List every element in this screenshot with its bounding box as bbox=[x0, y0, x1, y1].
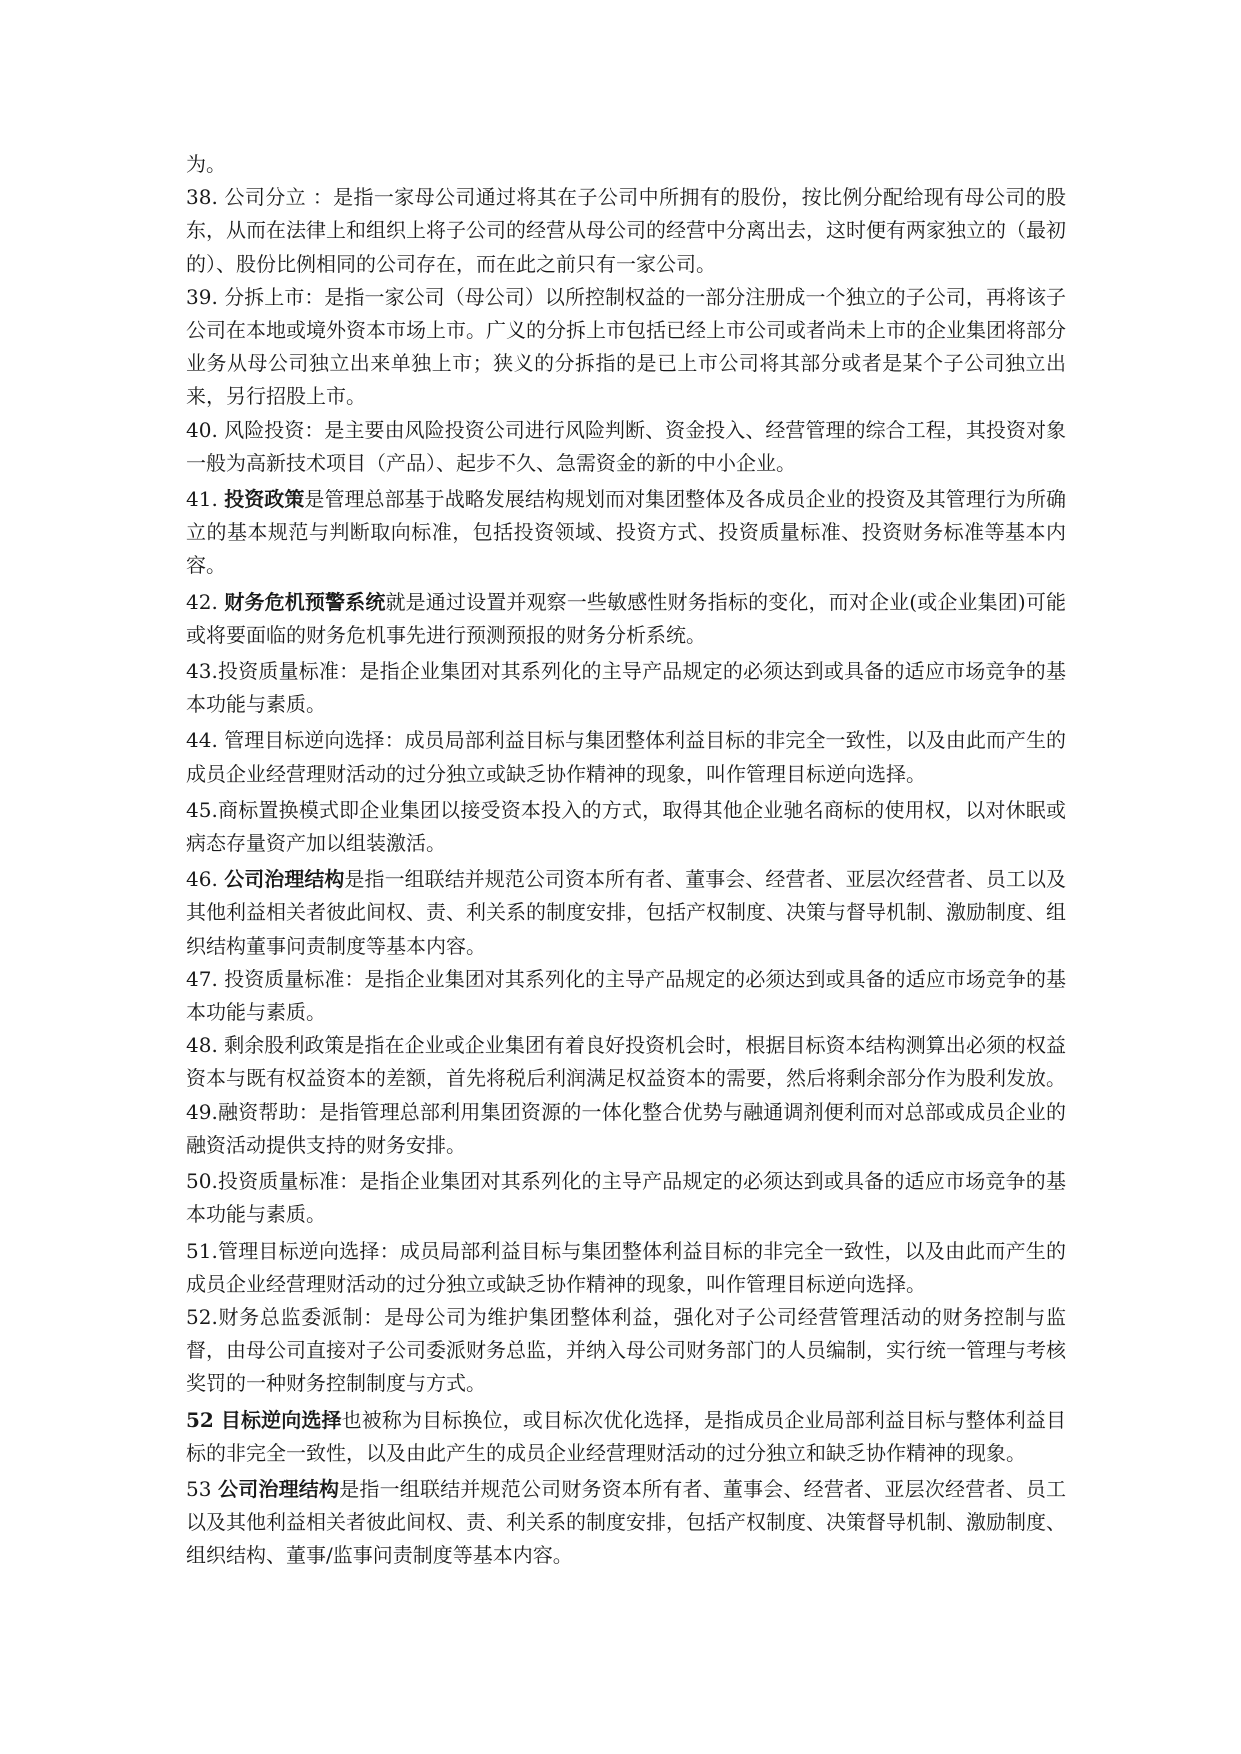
paragraph-44 bbox=[186, 724, 1066, 790]
item-number: 47. bbox=[186, 966, 225, 991]
item-number: 46. bbox=[186, 867, 225, 892]
paragraph-text: 为。 bbox=[186, 152, 226, 176]
paragraph-text: 是指一组联结并规范公司资本所有者、董事会、经营者、亚层次经营者、员工以及其他利益相关者彼此间权、责、利关系的制度安排，包括产权制度、决策与督导机制、激励制度、组织结构董事问责制度等基本内容。 bbox=[186, 867, 1067, 958]
item-number: 50. bbox=[186, 1169, 218, 1194]
paragraph-51 bbox=[186, 1235, 1066, 1301]
paragraph-text: 就是通过设置并观察一些敏感性财务指标的变化，而对企业(或企业集团)可能或将要面临的财务危机事先进行预测预报的财务分析系统。 bbox=[186, 589, 1067, 647]
paragraph-text: 投资质量标准：是指企业集团对其系列化的主导产品规定的必须达到或具备的适应市场竞争的基本功能与素质。 bbox=[186, 966, 1067, 1025]
paragraph-50 bbox=[186, 1165, 1066, 1231]
item-number: 53 bbox=[186, 1476, 219, 1501]
item-number: 48. bbox=[186, 1033, 225, 1058]
item-number: 41. bbox=[186, 487, 225, 512]
paragraph-text: 投资质量标准：是指企业集团对其系列化的主导产品规定的必须达到或具备的适应市场竞争的基本功能与素质。 bbox=[186, 1169, 1066, 1227]
paragraph-text: 是指一组联结并规范公司财务资本所有者、董事会、经营者、亚层次经营者、员工以及其他利益相关者彼此间权、责、利关系的制度安排，包括产权制度、决策督导机制、激励制度、组织结构、董事/监事问责制度等基本内容。 bbox=[186, 1476, 1067, 1568]
term-heading: 公司治理结构 bbox=[218, 1476, 340, 1501]
paragraph-text: 管理目标逆向选择：成员局部利益目标与集团整体利益目标的非完全一致性，以及由此而产生的成员企业经营理财活动的过分独立或缺乏协作精神的现象，叫作管理目标逆向选择。 bbox=[186, 1238, 1066, 1296]
item-number: 39. bbox=[186, 284, 225, 309]
item-number: 40. bbox=[186, 417, 225, 442]
paragraph-53 bbox=[186, 1473, 1066, 1573]
paragraph-47 bbox=[186, 963, 1066, 1029]
item-number: 45. bbox=[186, 797, 218, 822]
item-number: 51. bbox=[186, 1238, 218, 1263]
paragraph-41 bbox=[186, 483, 1066, 583]
paragraph-text: 也被称为目标换位，或目标次优化选择，是指成员企业局部利益目标与整体利益目标的非完全一致性，以及由此产生的成员企业经营理财活动的过分独立和缺乏协作精神的现象。 bbox=[186, 1407, 1067, 1465]
paragraph-43 bbox=[186, 655, 1066, 721]
term-heading: 投资政策 bbox=[224, 487, 305, 512]
paragraph-text: 财务总监委派制：是母公司为维护集团整体利益，强化对子公司经营管理活动的财务控制与监督，由母公司直接对子公司委派财务总监，并纳入母公司财务部门的人员编制，实行统一管理与考核奖罚的一种财务控制制度与方式。 bbox=[186, 1304, 1066, 1396]
item-number: 49. bbox=[186, 1099, 218, 1124]
term-heading: 财务危机预警系统 bbox=[224, 589, 386, 614]
paragraph-text: 风险投资：是主要由风险投资公司进行风险判断、资金投入、经营管理的综合工程，其投资对象一般为高新技术项目（产品）、起步不久、急需资金的新的中小企业。 bbox=[186, 417, 1067, 475]
paragraph-52 bbox=[186, 1301, 1066, 1401]
paragraph-42 bbox=[186, 586, 1066, 652]
paragraph-45 bbox=[186, 794, 1066, 860]
paragraph-text: 管理目标逆向选择：成员局部利益目标与集团整体利益目标的非完全一致性，以及由此而产生的成员企业经营理财活动的过分独立或缺乏协作精神的现象，叫作管理目标逆向选择。 bbox=[186, 728, 1067, 786]
paragraph-text: 分拆上市：是指一家公司（母公司）以所控制权益的一部分注册成一个独立的子公司，再将该子公司在本地或境外资本市场上市。广义的分拆上市包括已经上市公司或者尚未上市的企业集团将部分业务从母公司独立出来单独上市；狭义的分拆指的是已上市公司将其部分或者是某个子公司独立出来，另行招股上市。 bbox=[186, 284, 1067, 409]
item-number: 42. bbox=[186, 589, 225, 614]
paragraph-text: 投资质量标准：是指企业集团对其系列化的主导产品规定的必须达到或具备的适应市场竞争的基本功能与素质。 bbox=[186, 659, 1066, 717]
document-page bbox=[186, 148, 1066, 1573]
paragraph-38 bbox=[186, 181, 1066, 281]
paragraph-48 bbox=[186, 1029, 1066, 1095]
paragraph-40 bbox=[186, 414, 1066, 480]
paragraph-46 bbox=[186, 863, 1066, 963]
term-heading: 公司治理结构 bbox=[224, 867, 345, 892]
paragraph-text: 融资帮助：是指管理总部利用集团资源的一体化整合优势与融通调剂便利而对总部或成员企业的融资活动提供支持的财务安排。 bbox=[186, 1099, 1066, 1157]
paragraph-49 bbox=[186, 1096, 1066, 1162]
item-number: 43. bbox=[186, 659, 218, 684]
paragraph-text: 公司分立 ：是指一家母公司通过将其在子公司中所拥有的股份，按比例分配给现有母公司的股东，从而在法律上和组织上将子公司的经营从母公司的经营中分离出去，这时便有两家独立的（最初的）、股份比例相同的公司存在，而在此之前只有一家公司。 bbox=[186, 185, 1067, 276]
paragraph-continuation bbox=[186, 148, 1066, 181]
term-heading: 52 目标逆向选择 bbox=[186, 1407, 342, 1432]
paragraph-52-goal-reversal bbox=[186, 1404, 1066, 1470]
paragraph-39 bbox=[186, 281, 1066, 414]
paragraph-text: 是管理总部基于战略发展结构规划而对集团整体及各成员企业的投资及其管理行为所确立的基本规范与判断取向标准，包括投资领域、投资方式、投资质量标准、投资财务标准等基本内容。 bbox=[186, 487, 1067, 578]
item-number: 44. bbox=[186, 728, 225, 753]
item-number: 38. bbox=[186, 185, 225, 210]
item-number: 52. bbox=[186, 1304, 218, 1329]
paragraph-text: 商标置换模式即企业集团以接受资本投入的方式，取得其他企业驰名商标的使用权，以对休眠或病态存量资产加以组装激活。 bbox=[186, 797, 1066, 856]
paragraph-text: 剩余股利政策是指在企业或企业集团有着良好投资机会时，根据目标资本结构测算出必须的权益资本与既有权益资本的差额，首先将税后利润满足权益资本的需要，然后将剩余部分作为股利发放。 bbox=[186, 1033, 1067, 1091]
